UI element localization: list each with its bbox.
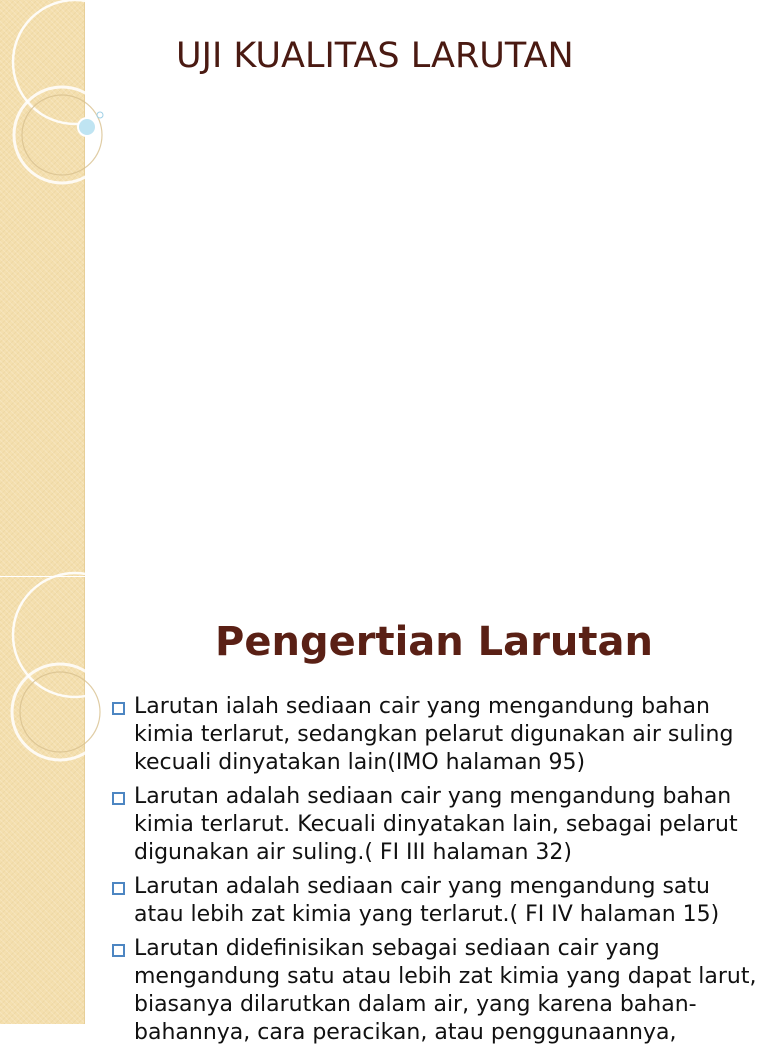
decorative-rings-icon xyxy=(0,0,130,200)
checkbox-bullet-icon xyxy=(112,792,125,805)
list-item xyxy=(112,873,762,929)
bullet-text: Larutan didefinisikan sebagai sediaan cair yang mengandung satu atau lebih zat kimia yang dapat larut, biasanya dilarutkan dalam air, yang karena bahan-bahannya, cara peracikan, atau penggunaannya, xyxy=(134,936,757,1045)
slide-title: Pengertian Larutan xyxy=(215,619,653,665)
bullet-text: Larutan adalah sediaan cair yang mengandung satu atau lebih zat kimia yang terlarut.( FI IV halaman 15) xyxy=(134,874,720,927)
checkbox-bullet-icon xyxy=(112,882,125,895)
checkbox-bullet-icon xyxy=(112,944,125,957)
slide-2 xyxy=(0,577,768,1045)
list-item xyxy=(112,935,762,1047)
bullet-text: Larutan ialah sediaan cair yang mengandung bahan kimia terlarut, sedangkan pelarut digunakan air suling kecuali dinyatakan lain(IMO halaman 95) xyxy=(134,694,734,775)
slide-title: UJI KUALITAS LARUTAN xyxy=(176,36,574,76)
checkbox-bullet-icon xyxy=(112,702,125,715)
bullet-text: Larutan adalah sediaan cair yang mengandung bahan kimia terlarut. Kecuali dinyatakan lain, sebagai pelarut digunakan air suling.( FI III halaman 32) xyxy=(134,784,738,865)
list-item xyxy=(112,783,762,867)
decorative-rings-icon xyxy=(0,577,130,777)
list-item xyxy=(112,693,762,777)
bullet-list xyxy=(112,693,762,1053)
